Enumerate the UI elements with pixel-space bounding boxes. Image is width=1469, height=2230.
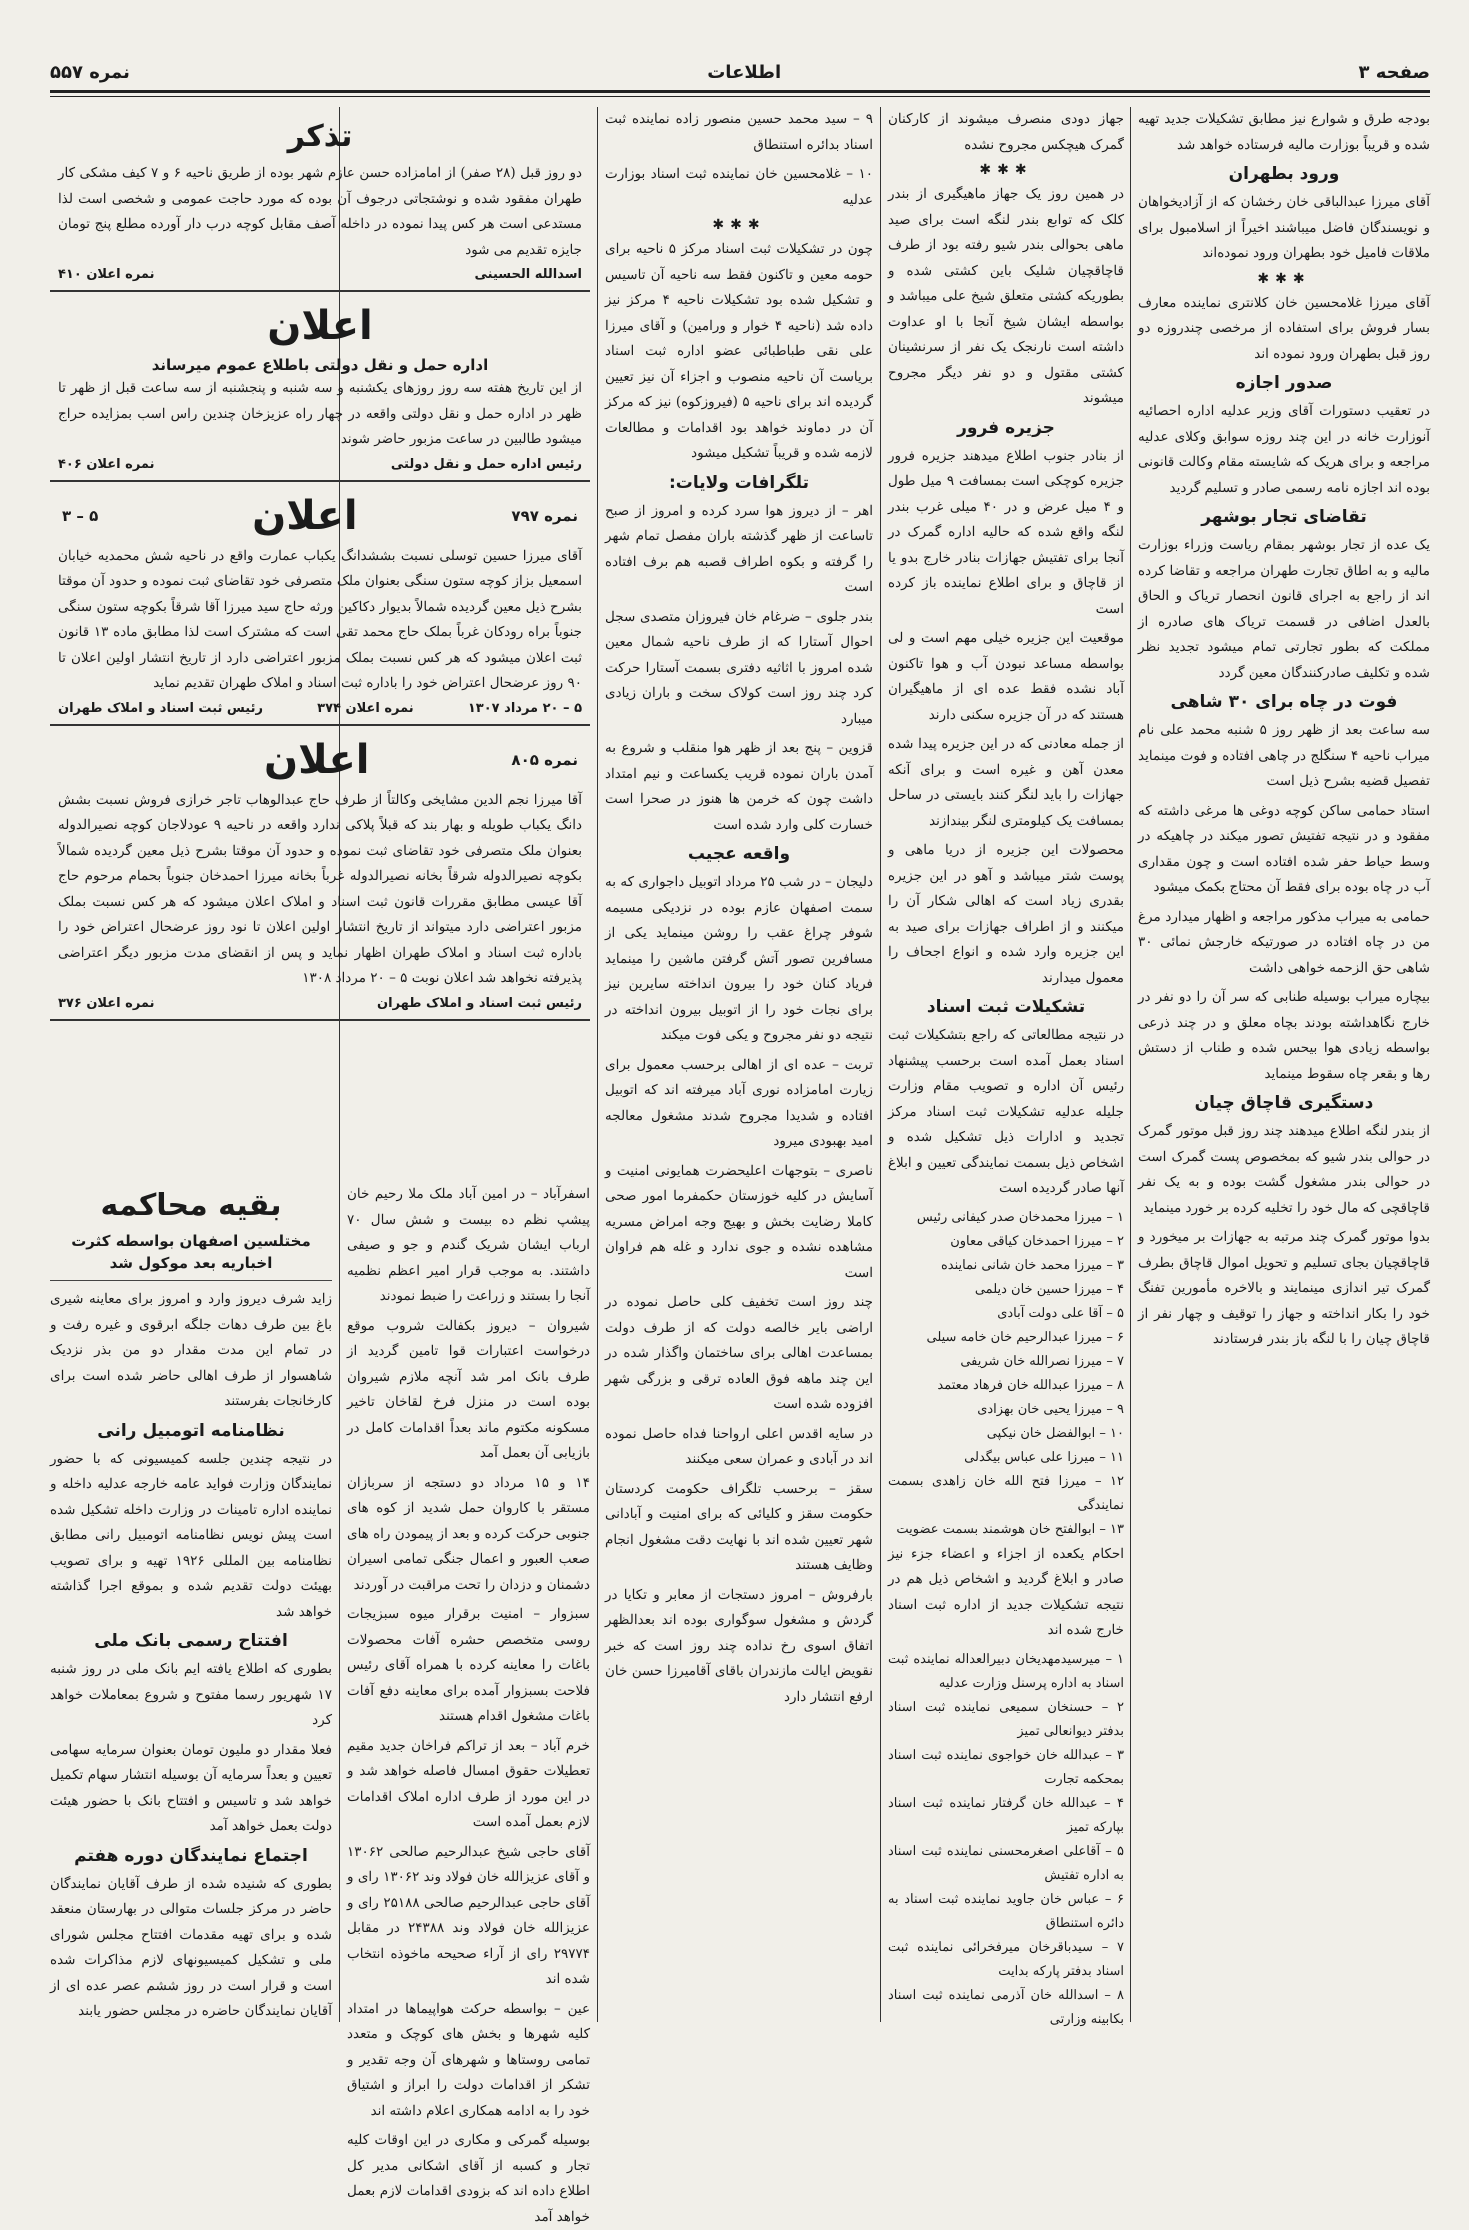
article-text: شیروان – دیروز بکفالت شروب موقع درخواست اعتبارات قوا تامین گردید از طرف بانک امر شد آنچه ملازم شیروان بوده است در منزل فرخ لقاخان تاخیر مسکونه مکتوم ماند بعداً اقدامات کامل در بازیابی آن بعمل آمد: [347, 1317, 590, 1461]
ad-signature: رئیس اداره حمل و نقل دولتی: [390, 456, 582, 472]
notice-number: نمره اعلان ۴۱۰: [58, 267, 155, 282]
article-text: اسفرآباد – در امین آباد ملک ملا رحیم خان پیشپ نظم ده بیست و شش سال ۷۰ ارباب ایشان شریک گندم و جو و صیفی داشتند. به موجب قرار امیر اعظم نظمیه آنجا را بستند و زراعت را ضبط نمودند: [347, 1186, 590, 1304]
ad-text: آقا میرزا نجم الدین مشایخی وکالتاً از طرف حاج عبدالوهاب تاجر خرازی فروش نسبت بشش دانگ یکباب طویله و بهار بند که قبلاً پلاکی ندارد واقعه در ناحیه ۹ عودلاجان کوچه نصیرالدوله بعنوان ملک متصرفی خود تقاضای ثبت نموده و حدود آن موقتا بشرح ذیل معین گردیده شمالاً بکوچه نصیرالدوله شرقاً بخانه نصیرالدوله غرباً بخانه میرزا احمدخان جنوباً بحمام مرحوم حاج آقا عیسی مطابق مقررات قانون ثبت اسناد و املاک اعلان میشود که هر کس نسبت بملک مزبور اعتراضی دارد میتواند از تاریخ انتشار اولین اعلان تا نود روز عرضحال اعتراض خود را باداره ثبت اسناد و املاک طهران اظهار نماید و پس از انقضای مدت مزبور دیگر اعتراضی پذیرفته نخواهد شد اعلان نوبت ۵ – ۲۰ مرداد ۱۳۰۸: [58, 791, 582, 986]
headline-baghieh: بقیه محاکمه: [100, 1188, 282, 1223]
list-item: ۲ – میرزا احمدخان کیاقی معاون: [950, 1233, 1124, 1249]
article-text: چند روز است تخفیف کلی حاصل نموده در اراضی بایر خالصه دولت که از طرف دولت بمساعدت اهالی برای ساختمان واگذار شده در این چند ماهه فوق العاده ترقی و بزرگی شهر افزوده شده است: [605, 1294, 873, 1412]
notice-text: دو روز قبل (۲۸ صفر) از امامزاده حسن عازم شهر بوده از طریق ناحیه ۶ و ۷ کیف مشکی کار طهران مفقود شده و نوشتجاتی درجوف آن بوده که مورد حاجت عمومی و شخصی است لذا مستدعی است هر کس پیدا نموده در داخله آصف مقابل کوچه درب دار آورده مطلع پنج تومان جایزه تقدیم می شود: [58, 165, 582, 258]
article-text: در نتیجه چندین جلسه کمیسیونی که با حضور نمایندگان وزارت فواید عامه خارجه عدلیه داخله و نماینده اداره تامینات در وزارت داخله تشکیل شده است پیش نویس نظامنامه اتومبیل رانی مطابق نظامنامه بین المللی ۱۹۲۶ تهیه و برای تصویب بهیئت دولت تقدیم شده و بموقع اجرا گذاشته خواهد شد: [50, 1450, 332, 1620]
article-text: ۱۴ و ۱۵ مرداد دو دستجه از سربازان مستقر با کاروان حمل شدید از کوه های جنوبی حرکت کرده و بعد از پیمودن راه های صعب العبور و اعمال جنگی تمامی اسیران دشمنان و دزدان را تحت مراقبت در آوردند: [347, 1474, 590, 1593]
list-item: ۸ – میرزا عبدالله خان فرهاد معتمد: [937, 1377, 1124, 1393]
masthead-rule: [50, 90, 1430, 93]
list-item: ۶ – عباس خان جاوید نماینده ثبت اسناد به دائره استنطاق: [888, 1891, 1124, 1931]
separator-stars: ✱✱✱: [712, 217, 766, 233]
article-text: بندر جلوی – ضرغام خان فیروزان متصدی سجل احوال آستارا که از طرف ناحیه شمال معین شده امروز با اثاثیه دفتری بسمت آستارا حرکت کرد چند روز است کولاک سخت و باران زیادی میبارد: [605, 608, 873, 727]
article-text: موقعیت این جزیره خیلی مهم است و لی بواسطه مساعد نبودن آب و هوا تاکنون آباد نشده فقط عده ای از ماهیگیران هستند که در آن جزیره سکنی دارند: [888, 630, 1124, 723]
article-text: سقز – برحسب تلگراف حکومت کردستان حکومت سقز و کلیائی که برای امنیت و آبادانی شهر تعیین شده اند با نهایت دقت مشغول انجام وظایف هستند: [605, 1480, 873, 1573]
ad-code: ۵ – ۳: [62, 506, 99, 525]
article-text: فعلا مقدار دو ملیون تومان بعنوان سرمایه سهامی تعیین و بعداً سرمایه آن بوسیله انتشار سهام تکمیل خواهد شد و تاسیس و افتتاح بانک با حضور هیئت دولت بعمل خواهد آمد: [50, 1741, 332, 1834]
article-text: در همین روز یک جهاز ماهیگیری از بندر کلک که توابع بندر لنگه است برای صید ماهی بحوالی بندر شیو رفته بود از طرف قاچاقچیان شلیک باین کشتی شده و بطوریکه کشتی متعلق شیخ علی میباشد و بواسطه ایشان شیخ آنجا با او عداوت داشته است نارنجک یک نفر از سرنشینان کشتی مقتول و دو نفر دیگر مجروح میشوند: [888, 186, 1124, 406]
headline: افتتاح رسمی بانک ملی: [94, 1631, 288, 1651]
article-text: ۹ – سید محمد حسین منصور زاده نماینده ثبت اسناد بدائره استنطاق: [605, 111, 873, 153]
list-item: ۸ – اسدالله خان آذرمی نماینده ثبت اسناد بکابینه وزارتی: [888, 1987, 1124, 2027]
headline: تشکیلات ثبت اسناد: [926, 997, 1086, 1017]
ad-title: اعلان: [263, 736, 370, 783]
headline: جزیره فرور: [957, 417, 1055, 438]
notice-signature: اسدالله الحسینی: [474, 267, 582, 282]
divider: [50, 1280, 332, 1281]
article-text: ۱۰ – غلامحسین خان نماینده ثبت اسناد بوزارت عدلیه: [605, 166, 873, 208]
ad-title: اعلان: [252, 492, 358, 539]
article-text: ناصری – بتوجهات اعلیحضرت همایونی امنیت و آسایش در کلیه خوزستان حکمفرما امور صحی کاملا رضایت بخش و بهیج وجه امراض مسریه مشاهده نشده و جوی ندارد و غله هم فراوان است: [605, 1162, 873, 1281]
ad-title: اعلان: [267, 303, 373, 349]
article-text: آقای میرزا عبدالباقی خان رخشان که از آزادیخواهان و نویسندگان فاضل میباشند اخیراً از اسلامبول برای ملاقات فامیل خود بطهران ورود نموده‌اند: [1138, 194, 1430, 261]
article-text: از جمله معادنی که در این جزیره پیدا شده معدن آهن و غیره است و برای آنکه جهازات را باید لنگر کنند بایستی در ساحل بمسافت یک کیلومتری لنگر بیندازند: [888, 736, 1124, 829]
list-item: ۱ – میرسیدمهدیخان دبیرالعداله نماینده ثبت اسناد به اداره پرسنل وزارت عدلیه: [888, 1651, 1124, 1691]
ad-number: نمره ۸۰۵: [511, 750, 578, 769]
list-item: ۲ – حسنخان سمیعی نماینده ثبت اسناد بدفتر دیوانعالی تمیز: [888, 1699, 1124, 1739]
headline: فوت در چاه برای ۳۰ شاهی: [1170, 692, 1398, 712]
article-text: آقای میرزا غلامحسین خان کلانتری نماینده معارف بسار فروش برای استفاده از مرخصی چندروزه دو روز قبل بطهران ورود نموده اند: [1138, 294, 1430, 362]
column-3: [605, 107, 873, 2022]
list-item: ۱ – میرزا محمدخان صدر کیفانی رئیس: [916, 1209, 1124, 1225]
list-item: ۱۲ – میرزا فتح الله خان زاهدی بسمت نمایندگی: [888, 1473, 1124, 1513]
article-text: بطوری که شنیده شده از طرف آقایان نمایندگان حاضر در مرکز جلسات متوالی در بهارستان منعقد شده و برای تهیه مقدمات افتتاح مجلس شورای ملی و تشکیل کمیسیونهای لازم مذاکرات شده است و قرار است در روز ششم عصر عده ای از آقایان نمایندگان حاضره در مجلس حضور یابند: [50, 1875, 332, 2019]
article-text: بطوری که اطلاع یافته ایم بانک ملی در روز شنبه ۱۷ شهریور رسما مفتوح و شروع بمعاملات خواهد کرد: [50, 1661, 332, 1728]
article-text: بودجه طرق و شوارع نیز مطابق تشکیلات جدید تهیه شده و قریباً بوزارت مالیه فرستاده خواهد شد: [1138, 111, 1430, 153]
column-1: [1138, 107, 1430, 2022]
article-text: زاید شرف دیروز وارد و امروز برای معاینه شیری باغ بین طرف دهات جلگه ابرقوی و غیره رفت و در تمام این مدت مقدار دو من بذر نزدیک شاهسوار از طرف اهالی حاضر شده است برای کارخانجات بفرستند: [50, 1291, 332, 1409]
list-item: ۴ – میرزا حسین خان دیلمی: [974, 1281, 1124, 1297]
page-number: صفحه ۳: [1358, 61, 1430, 83]
ad-date: ۵ – ۲۰ مرداد ۱۳۰۷: [467, 700, 582, 716]
masthead: [50, 52, 1430, 92]
masthead-rule-thin: [50, 96, 1430, 97]
notice-title: تذکر: [287, 119, 353, 154]
list-item: ۷ – میرزا نصرالله خان شریفی: [960, 1353, 1124, 1369]
article-text: در سایه اقدس اعلی ارواحنا فداه حاصل نموده اند در آبادی و عمران سعی میکنند: [605, 1425, 873, 1467]
issue-number: نمره ۵۵۷: [50, 61, 130, 83]
article-text: اهر – از دیروز هوا سرد کرده و امروز از صبح تاساعت از ظهر گذشته باران مفصل تمام شهر را گرفته و بکوه اطراف قصبه هم برف افتاده است: [605, 502, 873, 595]
ad-intro: اداره حمل و نقل دولتی باطلاع عموم میرساند: [151, 356, 489, 374]
article-text: خرم آباد – بعد از تراکم فراخان جدید مقیم تعطیلات حقوق امسال فاصله خواهد شد و در این مورد از طرف اداره املاک اقدامات لازم بعمل آمده است: [347, 1737, 590, 1830]
headline: ورود بطهران: [1228, 164, 1340, 184]
subheadline: مختلسین اصفهان بواسطه کثرت اخباریه بعد موکول شد: [71, 1232, 311, 1272]
list-item: ۶ – میرزا عبدالرحیم خان خامه سیلی: [926, 1329, 1124, 1345]
article-text: تربت – عده ای از اهالی برحسب معمول برای زیارت امامزاده نوری آباد میرفته اند که اتوبیل افتاده و شدیدا مجروح شدند مشغول معالجه امید بهبودی میرود: [605, 1056, 873, 1149]
article-text: در نتیجه مطالعاتی که راجع بتشکیلات ثبت اسناد بعمل آمده است برحسب پیشنهاد رئیس آن اداره و تصویب مقام وزارت جلیله عدلیه تشکیلات ثبت اسناد مرکز تجدید و ادارات ذیل تشکیل شده و اشخاص ذیل بسمت نمایندگی تعیین و ابلاغ آنها صادر گردیده است: [888, 1027, 1124, 1196]
article-text: بارفروش – امروز دستجات از معابر و تکایا در گردش و مشغول سوگواری بوده اند بعدالظهر اتفاق اسوی رخ نداده چند روز است که خبر نقویض ایالت مازندران باقای آقامیرزا حسن خان ارفع انتشار دارد: [605, 1586, 873, 1705]
list-item: ۵ – آقاعلی اصغرمحسنی نماینده ثبت اسناد به اداره تفتیش: [888, 1843, 1124, 1883]
article-text: بیچاره میراب بوسیله طنابی که سر آن را دو نفر در خارج نگاهداشته بودند بچاه معلق و در چند ذرعی بواسطه زیادی هوا بیحس شده و طناب از دستش رها و بقعر چاه سقوط مینماید: [1138, 989, 1430, 1082]
article-text: یک عده از تجار بوشهر بمقام ریاست وزراء بوزارت مالیه و به اطاق تجارت طهران مراجعه و تقاضا کرده اند از راجع به اجرای قانون انحصار تریاک و الحاق بالعدل اضافی در قسمت تریاک های صادره از مملکت که بطور تجارتی تمام میشود تجدید نظر شده و تکلیف صادرکنندگان معین گردد: [1138, 537, 1430, 681]
headline: تلگرافات ولایات:: [668, 472, 809, 493]
article-text: در تعقیب دستورات آقای وزیر عدلیه اداره احصائیه آنوزارت خانه در این چند روزه سوابق وکلای عدلیه مراجعه و برای هریک که شایسته مقام وکالت قانونی بوده اند اجازه نامه رسمی صادر و تسلیم گردید: [1138, 403, 1430, 496]
ad-signature: رئیس ثبت اسناد و املاک طهران: [377, 995, 582, 1011]
list-item: ۱۱ – میرزا علی عباس بیگدلی: [964, 1449, 1124, 1465]
ad-text: آقای میرزا حسین توسلی نسبت بششدانگ یکباب عمارت واقع در ناحیه شش محمدیه خیابان اسمعیل بزاز کوچه ستون سنگی بعنوان ملک متصرفی خود تقاضای ثبت نموده و حدود آن موقتا بشرح ذیل معین گردیده شمالاً بدیوار دکاکین ورثه حاج سید میرزا آقا شرقاً بکوچه ستون سنگی جنوباً براه رودکان غرباً بملک حاج محمد تقی است که مشترک است لذا مطابق ماده ۱۳ قانون ثبت اعلان میشود که هر کس نسبت بملک مزبور اعتراضی دارد از تاریخ انتشار اولین اعلان تا ۹۰ روز عرضحال اعتراض خود را باداره ثبت اسناد و املاک طهران تقدیم نماید: [58, 547, 582, 691]
ad-signature: رئیس ثبت اسناد و املاک طهران: [58, 700, 263, 716]
headline: اجتماع نمایندگان دوره هفتم: [74, 1845, 308, 1866]
ad-number: نمره ۷۹۷: [511, 506, 578, 525]
headline: واقعه عجیب: [687, 844, 791, 864]
separator-stars: ✱✱✱: [1257, 270, 1311, 287]
appointee-list: [888, 1206, 1124, 1542]
ad-footer-number: نمره اعلان ۳۷۴: [317, 700, 414, 716]
list-item: ۳ – میرزا محمد خان شانی نماینده: [940, 1257, 1124, 1273]
article-text: چون در تشکیلات ثبت اسناد مرکز ۵ ناحیه برای حومه معین و تاکنون فقط سه ناحیه آن تاسیس و تشکیل شده بود تشکیلات ناحیه ۴ مرکز نیز داده شد (ناحیه ۴ خوار و ورامین) و آقای میرزا علی نقی طباطبائی عضو اداره ثبت اسناد بریاست آن ناحیه منصوب و اجزاء آن نیز تعیین گردیده اند برای ناحیه ۵ (فیروزکوه) نیز که مرکز آن در دماوند خواهد بود اقدامات و مطالعات لازمه شده و قریباً تشکیل میشود: [605, 241, 874, 461]
article-text: بدوا موتور گمرک چند مرتبه به جهازات بر میخورد و قاچاقچیان بجای تسلیم و تحویل اموال قاچاق بطرف گمرک تیر اندازی مینمایند و بالاخره مأمورین تفنگ خود را بکار انداخته و جهاز را توقیف و چهار نفر از قاچاق چیان را با لنگه باز بندر فرستادند: [1138, 1229, 1430, 1347]
ad-number: نمره اعلان ۴۰۶: [58, 456, 155, 472]
article-text: دلیجان – در شب ۲۵ مرداد اتوبیل داجواری که به سمت اصفهان عازم بوده در نزدیکی مسیمه شوفر چراغ عقب را روشن مینماید یکی از مسافرین تصور آتش گرفتن ماشین را مینماید فریاد کنان خود را بیرون انداخته سایرین نیز برای نجات خود را از اتوبیل بیرون انداخته در نتیجه دو نفر مجروح و یکی فوت میکند: [605, 874, 873, 1043]
list-item: ۷ – سیدباقرخان میرفخرائی نماینده ثبت اسناد بدفتر پارکه بدایت: [888, 1939, 1124, 1979]
notice-tazakkor: [50, 107, 590, 292]
list-item: ۵ – آقا علی دولت آبادی: [997, 1305, 1124, 1321]
headline: نظامنامه اتومبیل رانی: [97, 1420, 285, 1441]
article-text: احکام یکعده از اجزاء و اعضاء جزء نیز صادر و ابلاغ گردید و اشخاص ذیل هم در نتیجه تشکیلات جدید از اداره ثبت اسناد خارج شده اند: [888, 1545, 1124, 1638]
list-item: ۴ – عبدالله خان گرفتار نماینده ثبت اسناد بپارکه تمیز: [888, 1795, 1124, 1835]
article-text: بوسیله گمرکی و مکاری در این اوقات کلیه تجار و کسبه از آقای اشکانی مدیر کل اطلاع داده اند که بزودی اقدامات لازم بعمل خواهد آمد: [347, 2132, 590, 2225]
ad-footer-number: نمره اعلان ۳۷۶: [58, 995, 155, 1011]
ads-block: [50, 107, 590, 1177]
article-text: حمامی به میراب مذکور مراجعه و اظهار میدارد مرغ من در چاه افتاده در صورتیکه خارجش نمائی ۳۰ شاهی حق الزحمه خواهی داشت: [1138, 908, 1430, 976]
column-2: [888, 107, 1124, 2027]
article-text: قزوین – پنج بعد از ظهر هوا منقلب و شروع به آمدن باران نموده قریب یکساعت و نیم امتداد داشت چون که خرمن ها هنوز در صحرا است خسارت کلی وارد شده است: [605, 740, 873, 833]
separator-stars: ✱✱✱: [979, 162, 1033, 178]
ad-transport: [50, 292, 590, 482]
article-text: از بندر لنگه اطلاع میدهند چند روز قبل موتور گمرک در حوالی بندر شیو که بمخصوص پست گمرک است در حوالی بندر مشغول گشت بوده و به یک نفر قاچاقچی که مال خود را تخلیه کرده بر خورد مینماید: [1138, 1123, 1430, 1216]
ad-797: [50, 482, 590, 726]
newspaper-name: اطلاعات: [707, 61, 782, 83]
column-6: [50, 1182, 332, 2022]
article-text: سبزوار – امنیت برقرار میوه سبزیجات روسی متخصص حشره آفات محصولات باغات را معاینه کرده با همراه آقای رئیس فلاحت بسبزوار آمده برای معاینه دفع آفات باغات مشغول اقدام هستند: [347, 1606, 590, 1724]
article-text: آقای حاجی شیخ عبدالرحیم صالحی ۱۳۰۶۲ و آقای عزیزالله خان فولاد وند ۱۳۰۶۲ رای و آقای حاجی عبدالرحیم صالحی ۲۵۱۸۸ رای و عزیزالله خان فولاد وند ۲۴۳۸۸ در مقابل ۲۹۷۷۴ رای از آراء صحیحه ماخوذه انتخاب شده اند: [347, 1843, 590, 1987]
article-text: جهاز دودی منصرف میشوند از کارکنان گمرک هیچکس مجروح نشده: [888, 111, 1124, 153]
headline: تقاضای تجار بوشهر: [1201, 507, 1367, 527]
list-item: ۳ – عبدالله خان خواجوی نماینده ثبت اسناد بمحکمه تجارت: [888, 1747, 1124, 1787]
article-text: محصولات این جزیره از دریا ماهی و پوست شتر میباشد و آهو در این جزیره بقدری زیاد است که اهالی شکار آن را میکنند و از اطراف جهازات برای صید به این جزیره وارد شده و انواع اجحاف را معمول میدارند: [888, 842, 1124, 986]
headline: صدور اجازه: [1235, 373, 1333, 393]
column-5: [347, 1182, 590, 2225]
ad-text: از این تاریخ هفته سه روز روزهای یکشنبه و سه شنبه و پنجشنبه از سه ساعت قبل از ظهر تا ظهر در اداره حمل و نقل دولتی واقعه در چهار راه عزیزخان چندین راس اسب بمزایده حراج میشود طالبین در ساعت مزبور حاضر شوند: [58, 380, 582, 447]
headline: دستگیری قاچاق چیان: [1194, 1093, 1374, 1113]
article-text: سه ساعت بعد از ظهر روز ۵ شنبه محمد علی نام میراب ناحیه ۴ سنگلج در چاهی افتاده و فوت مینماید تفصیل قضیه بشرح ذیل است: [1138, 722, 1430, 789]
list-item: ۹ – میرزا یحیی خان بهزادی: [977, 1401, 1124, 1417]
article-text: عین – بواسطه حرکت هواپیماها در امتداد کلیه شهرها و بخش های کوچک و متعدد تمامی روستاها و شهرهای آن وجه تقدیر و تشکر از اقدامات دولت را ابراز و اشتیاق خود را به ادامه همکاری اعلام داشته اند: [347, 2000, 590, 2119]
article-text: استاد حمامی ساکن کوچه دوغی ها مرغی داشته که مفقود و در نتیجه تفتیش تصور میکند در چاهیکه در وسط حیاط حفر شده افتاده است و چون مقداری آب در چاه بوده برای فقط آن محتاج بکمک میشود: [1138, 802, 1430, 895]
list-item: ۱۳ – ابوالفتح خان هوشمند بسمت عضویت: [896, 1521, 1124, 1537]
article-text: از بنادر جنوب اطلاع میدهند جزیره فرور جزیره کوچکی است بمسافت ۹ میل طول و ۴ میل عرض و در ۴۰ میلی غرب بندر لنگه واقع شده که حالیه اداره گمرک در آنجا برای تفتیش جهازات بنادر خارج بدو یا از قاچاق و برای اطلاع نماینده باز کرده است: [888, 447, 1124, 617]
transfer-list: [888, 1648, 1124, 2032]
ad-805: [50, 726, 590, 1021]
list-item: ۱۰ – ابوالفضل خان نیکپی: [986, 1425, 1124, 1441]
